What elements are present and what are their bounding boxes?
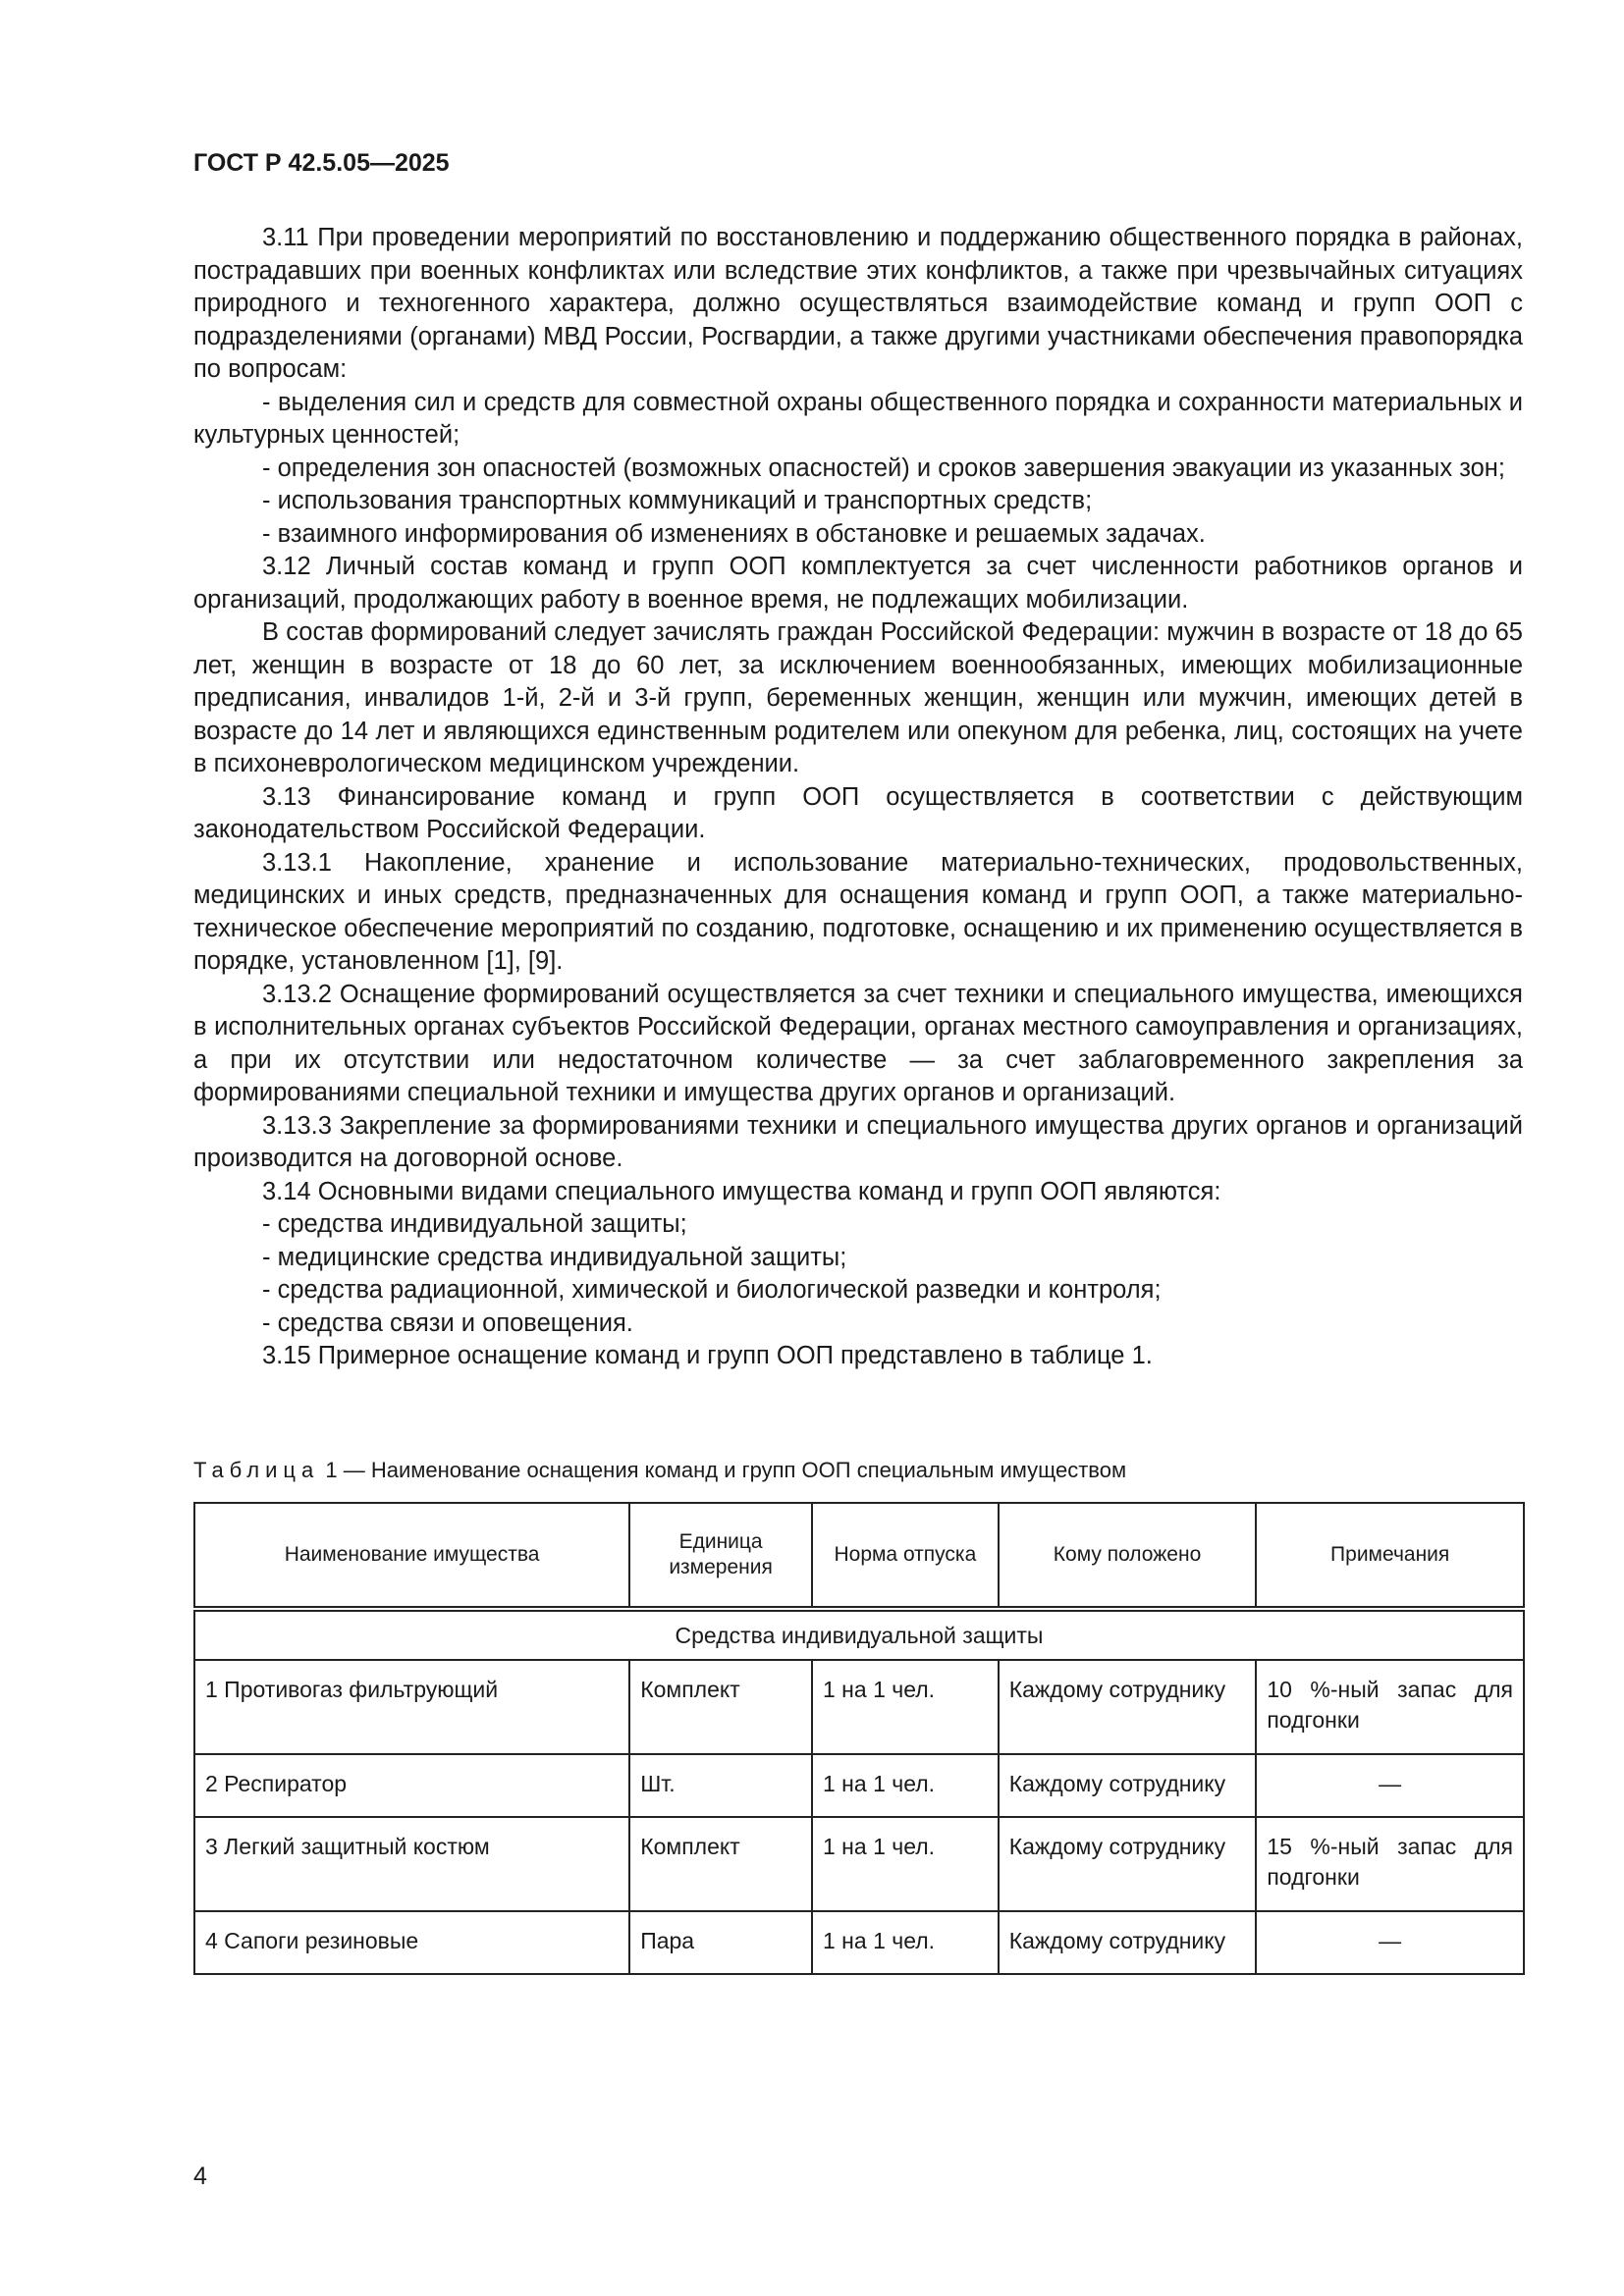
column-header-unit: Единица измерения	[629, 1503, 812, 1609]
table-row	[194, 1754, 1524, 1817]
cell-recipient: Каждому сотруднику	[999, 1754, 1257, 1817]
list-item: - медицинские средства индивидуальной защиты;	[262, 1243, 847, 1271]
cell-unit: Шт.	[629, 1754, 812, 1817]
cell-recipient: Каждому сотруднику	[999, 1911, 1257, 1974]
cell-name: 1 Противогаз фильтрующий	[194, 1660, 629, 1754]
paragraph-3-13: 3.13 Финансирование команд и групп ООП осуществляется в соответствии с действующим законодательством Российской Федерации.	[193, 782, 1523, 843]
cell-unit: Комплект	[629, 1817, 812, 1911]
cell-note: —	[1256, 1754, 1524, 1817]
cell-name: 3 Легкий защитный костюм	[194, 1817, 629, 1911]
paragraph-3-14: 3.14 Основными видами специального имущества команд и групп ООП являются:	[262, 1177, 1221, 1205]
list-item: - средства индивидуальной защиты;	[262, 1210, 687, 1238]
group-title: Средства индивидуальной защиты	[194, 1609, 1524, 1660]
column-header-notes: Примечания	[1256, 1503, 1524, 1609]
paragraph-composition: В состав формирований следует зачислять граждан Российской Федерации: мужчин в возрасте от 18 до 65 лет, женщин в возрасте от 18 до 60 лет, за исключением военнообязанных, имеющих мобилизационные предписания, инвалидов 1-й, 2-й и 3-й групп, беременных женщин, женщин или мужчин, имеющих детей в возрасте до 14 лет и являющихся единственным родителем или опекуном для ребенка, лиц, состоящих на учете в психоневрологическом медицинском учреждении.	[193, 618, 1523, 777]
table-header-row	[194, 1503, 1524, 1609]
cell-note: 15 %-ный запас для подгонки	[1256, 1817, 1524, 1911]
list-item: - средства связи и оповещения.	[262, 1308, 633, 1337]
paragraph-3-11: 3.11 При проведении мероприятий по восстановлению и поддержанию общественного порядка в районах, пострадавших при военных конфликтах или вследствие этих конфликтов, а также при чрезвычайных ситуациях природного и техногенного характера, должно осуществляться взаимодействие команд и групп ООП с подразделениями (органами) МВД России, Росгвардии, а также другими участниками обеспечения правопорядка по вопросам:	[193, 224, 1523, 383]
list-item: - выделения сил и средств для совместной охраны общественного порядка и сохранности материальных и культурных ценностей;	[193, 388, 1523, 449]
table-row	[194, 1911, 1524, 1974]
table-group-row	[194, 1609, 1524, 1660]
cell-name: 2 Респиратор	[194, 1754, 629, 1817]
column-header-recipient: Кому положено	[999, 1503, 1257, 1609]
cell-norm: 1 на 1 чел.	[812, 1817, 999, 1911]
paragraph-3-13-2: 3.13.2 Оснащение формирований осуществляется за счет техники и специального имущества, имеющихся в исполнительных органах субъектов Российской Федерации, органах местного самоуправления и организациях, а при их отсутствии или недостаточном количестве — за счет заблаговременного закрепления за формированиями специальной техники и имущества других органов и организаций.	[193, 980, 1523, 1106]
table-row	[194, 1817, 1524, 1911]
cell-recipient: Каждому сотруднику	[999, 1817, 1257, 1911]
paragraph-3-13-1: 3.13.1 Накопление, хранение и использование материально-технических, продовольственных, медицинских и иных средств, предназначенных для оснащения команд и групп ООП, а также материально-техническое обеспечение мероприятий по созданию, подготовке, оснащению и их применению осуществляется в порядке, установленном [1], [9].	[193, 848, 1523, 975]
cell-norm: 1 на 1 чел.	[812, 1754, 999, 1817]
equipment-table	[193, 1502, 1525, 1975]
cell-unit: Пара	[629, 1911, 812, 1974]
cell-norm: 1 на 1 чел.	[812, 1911, 999, 1974]
list-item: - взаимного информирования об изменениях в обстановке и решаемых задачах.	[262, 519, 1206, 548]
cell-name: 4 Сапоги резиновые	[194, 1911, 629, 1974]
table-caption-label: Таблица	[193, 1458, 320, 1482]
page-number: 4	[193, 2163, 207, 2190]
list-item: - средства радиационной, химической и биологической разведки и контроля;	[262, 1276, 1162, 1304]
list-item: - использования транспортных коммуникаций и транспортных средств;	[262, 487, 1093, 514]
table-row	[194, 1660, 1524, 1754]
paragraph-3-15: 3.15 Примерное оснащение команд и групп ООП представлено в таблице 1.	[262, 1342, 1153, 1369]
cell-recipient: Каждому сотруднику	[999, 1660, 1257, 1754]
column-header-name: Наименование имущества	[194, 1503, 629, 1609]
paragraph-3-13-3: 3.13.3 Закрепление за формированиями техники и специального имущества других органов и организаций производится на договорной основе.	[193, 1111, 1523, 1172]
cell-note: —	[1256, 1911, 1524, 1974]
cell-note: 10 %-ный запас для подгонки	[1256, 1660, 1524, 1754]
document-header: ГОСТ Р 42.5.05—2025	[193, 149, 450, 177]
document-body	[193, 222, 1523, 1373]
column-header-norm: Норма отпуска	[812, 1503, 999, 1609]
table-caption-text: 1 — Наименование оснащения команд и групп ООП специальным имуществом	[319, 1458, 1127, 1482]
paragraph-3-12: 3.12 Личный состав команд и групп ООП комплектуется за счет численности работников органов и организаций, продолжающих работу в военное время, не подлежащих мобилизации.	[193, 553, 1523, 614]
cell-unit: Комплект	[629, 1660, 812, 1754]
cell-norm: 1 на 1 чел.	[812, 1660, 999, 1754]
table-caption	[193, 1458, 1126, 1483]
list-item: - определения зон опасностей (возможных опасностей) и сроков завершения эвакуации из указанных зон;	[262, 454, 1505, 482]
